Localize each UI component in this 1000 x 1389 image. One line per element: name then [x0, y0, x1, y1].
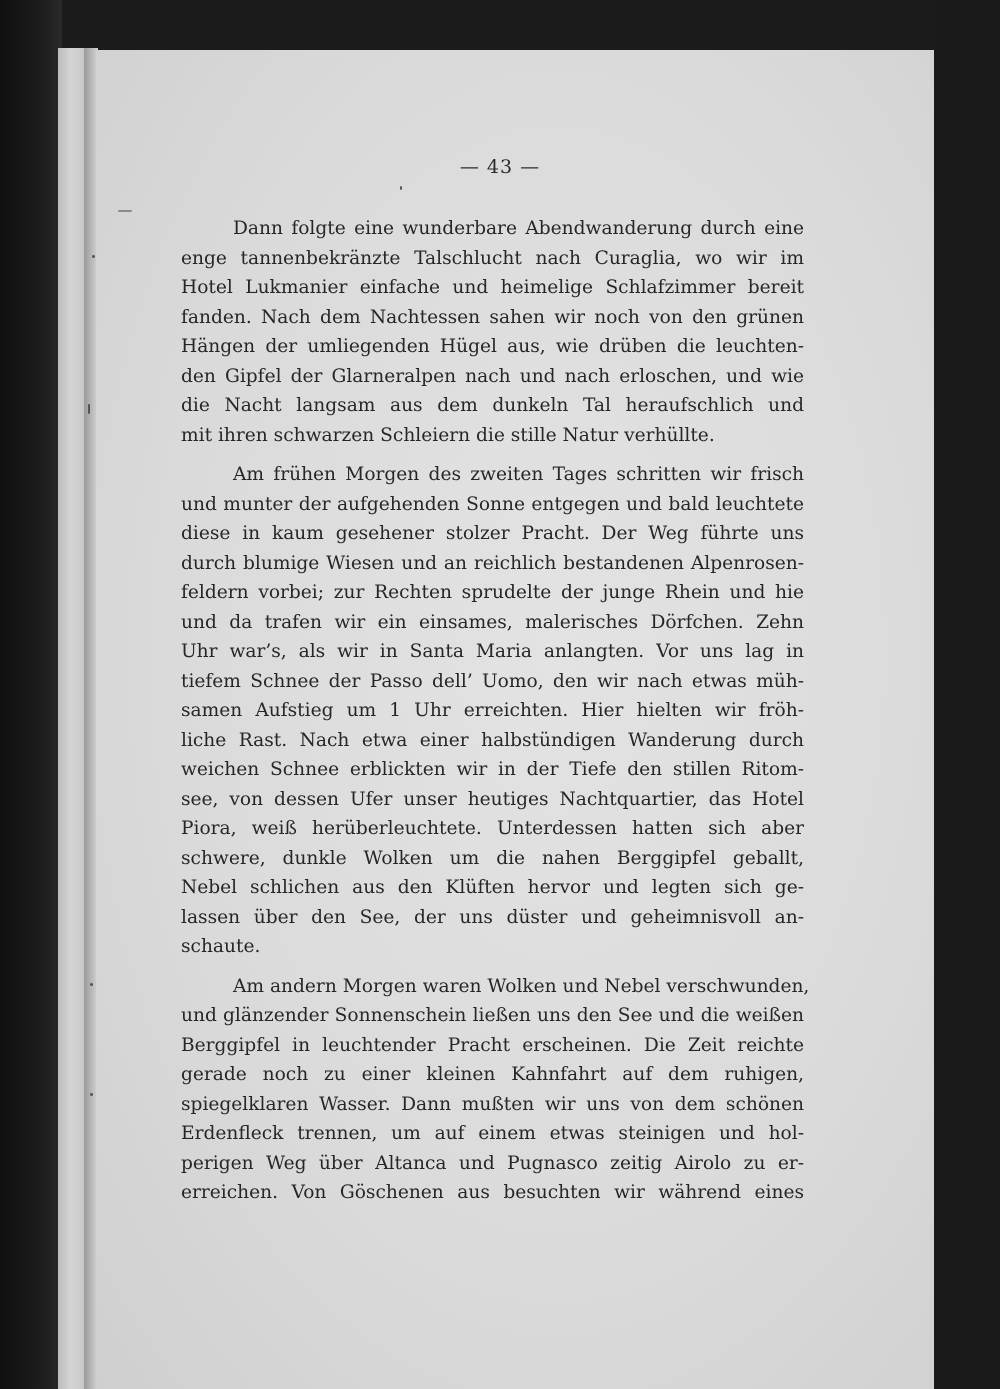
facing-page-edge: [58, 48, 84, 1389]
text-line: Nebel schlichen aus den Klüften hervor und legten sich ge-: [181, 877, 804, 898]
text-line: tiefem Schnee der Passo dell’ Uomo, den wir nach etwas müh-: [181, 670, 804, 692]
scan-speck: [88, 404, 90, 414]
text-line: die Nacht langsam aus dem dunkeln Tal heraufschlich und: [181, 395, 804, 416]
scan-background-left: [0, 0, 62, 1389]
text-line: und glänzender Sonnenschein ließen uns den See und die weißen: [181, 1005, 804, 1026]
scan-speck: [92, 255, 95, 258]
scan-speck: [118, 210, 132, 212]
text-line: und munter der aufgehenden Sonne entgegen und bald leuchtete: [181, 493, 804, 515]
text-line: durch blumige Wiesen und an reichlich bestandenen Alpenrosen-: [181, 552, 804, 574]
scan-background-top: [62, 0, 934, 50]
text-line: Erdenfleck trennen, um auf einem etwas steinigen und hol-: [181, 1123, 804, 1144]
text-line: perigen Weg über Altanca und Pugnasco zeitig Airolo zu er-: [181, 1152, 804, 1174]
text-line: lassen über den See, der uns düster und geheimnisvoll an-: [181, 906, 804, 928]
text-line: Piora, weiß herüberleuchtete. Unterdessen hatten sich aber: [181, 818, 804, 839]
text-line: feldern vorbei; zur Rechten sprudelte der junge Rhein und hie: [181, 582, 804, 603]
text-line: Dann folgte eine wunderbare Abendwanderung durch eine: [233, 218, 804, 239]
text-line: liche Rast. Nach etwa einer halbstündigen Wanderung durch: [181, 729, 804, 751]
scan-speck: [400, 186, 402, 190]
text-line: Am frühen Morgen des zweiten Tages schritten wir frisch: [233, 464, 804, 485]
text-line: den Gipfel der Glarneralpen nach und nach erloschen, und wie: [181, 365, 804, 387]
text-line: fanden. Nach dem Nachtessen sahen wir noch von den grünen: [181, 306, 804, 328]
text-line: diese in kaum gesehener stolzer Pracht. Der Weg führte uns: [181, 523, 804, 544]
text-line: weichen Schnee erblickten wir in der Tiefe den stillen Ritom-: [181, 759, 804, 780]
text-line: Hotel Lukmanier einfache und heimelige Schlafzimmer bereit: [181, 277, 804, 298]
scan-speck: [90, 1093, 93, 1096]
text-line: schwere, dunkle Wolken um die nahen Berggipfel geballt,: [181, 847, 804, 869]
paragraph-1: [181, 214, 804, 450]
text-line: see, von dessen Ufer unser heutiges Nachtquartier, das Hotel: [181, 788, 804, 810]
text-line: und da trafen wir ein einsames, malerisches Dörfchen. Zehn: [181, 611, 804, 633]
text-line: spiegelklaren Wasser. Dann mußten wir uns von dem schönen: [181, 1093, 804, 1115]
text-line: gerade noch zu einer kleinen Kahnfahrt auf dem ruhigen,: [181, 1064, 804, 1085]
text-line: Berggipfel in leuchtender Pracht erscheinen. Die Zeit reichte: [181, 1034, 804, 1056]
text-line: schaute.: [181, 936, 261, 957]
text-line: enge tannenbekränzte Talschlucht nach Curaglia, wo wir im: [181, 247, 804, 269]
text-line: Am andern Morgen waren Wolken und Nebel verschwunden,: [233, 975, 810, 997]
paragraph-spacer: [181, 450, 804, 460]
text-line: erreichen. Von Göschenen aus besuchten wir während eines: [181, 1182, 804, 1203]
paragraph-2: [181, 460, 804, 962]
scan-speck: [90, 983, 93, 986]
paragraph-spacer: [181, 962, 804, 972]
text-line: Hängen der umliegenden Hügel aus, wie drüben die leuchten-: [181, 336, 804, 357]
paragraph-3: [181, 972, 810, 1208]
text-line: samen Aufstieg um 1 Uhr erreichten. Hier hielten wir fröh-: [181, 700, 804, 721]
text-line: mit ihren schwarzen Schleiern die stille Natur verhüllte.: [181, 424, 715, 446]
body-text: [181, 214, 810, 1208]
page-number: — 43 —: [459, 156, 541, 178]
scan-background-right: [934, 0, 1000, 1389]
text-line: Uhr war’s, als wir in Santa Maria anlangten. Vor uns lag in: [181, 641, 804, 662]
